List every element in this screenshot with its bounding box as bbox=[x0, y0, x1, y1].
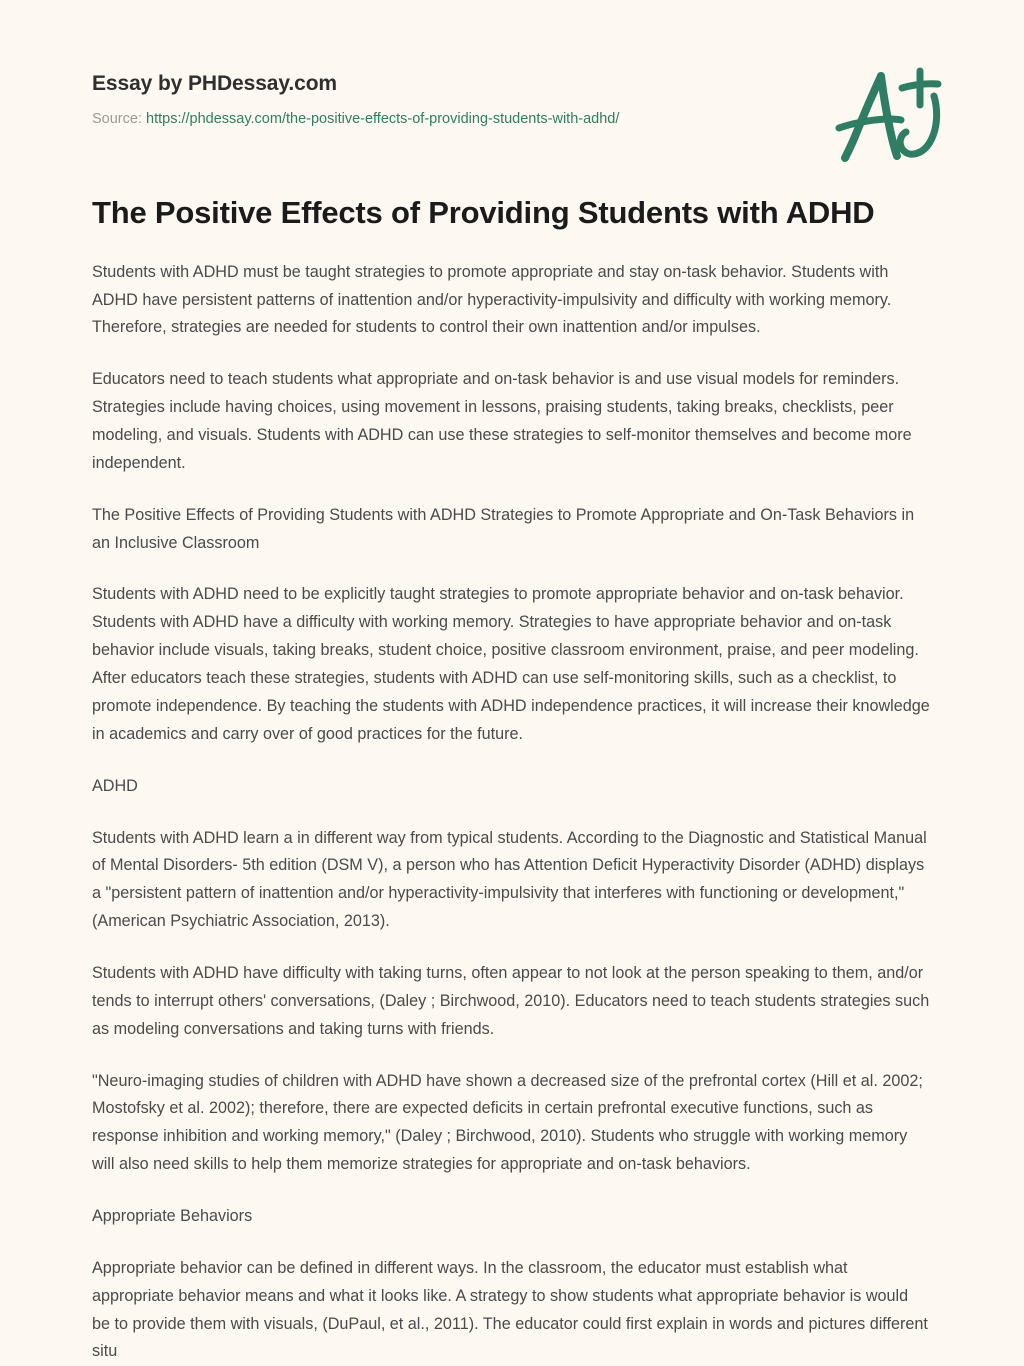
site-header bbox=[0, 0, 1024, 128]
paragraph: Students with ADHD learn a in different way from typical students. According to the Diagnostic and Statistical Manual of Mental Disorders- 5th edition (DSM V), a person who has Attention Deficit Hyperactivity Disorder (ADHD) displays a "persistent pattern of inattention and/or hyperactivity-impulsivity that interferes with functioning or development," (American Psychiatric Association, 2013). bbox=[92, 828, 927, 931]
paragraph: Appropriate behavior can be defined in different ways. In the classroom, the educator must establish what appropriate behavior means and what it looks like. A strategy to show students what appropriate behavior is would be to provide them with visuals, (DuPaul, et al., 2011). The educator could first explain in words and pictures different situ bbox=[92, 1258, 928, 1361]
article-body bbox=[92, 233, 930, 1366]
paragraph: The Positive Effects of Providing Students with ADHD Strategies to Promote Appropriate and On-Task Behaviors in an Inclusive Classroom bbox=[92, 505, 915, 552]
paragraph: "Neuro-imaging studies of children with ADHD have shown a decreased size of the prefrontal cortex (Hill et al. 2002; Mostofsky et al. 2002); therefore, there are expected deficits in certain prefrontal executive functions, such as response inhibition and working memory," (Daley ; Birchwood, 2010). Students who struggle with working memory will also need skills to help them memorize strategies for appropriate and on-task behaviors. bbox=[92, 1071, 923, 1174]
article bbox=[0, 118, 1024, 1366]
paragraph: Students with ADHD need to be explicitly taught strategies to promote appropriate behavior and on-task behavior. Students with ADHD have a difficulty with working memory. Strategies to have appropriate behavior and on-task behavior include visuals, taking breaks, student choice, positive classroom environment, praise, and peer modeling. After educators teach these strategies, students with ADHD can use self-monitoring skills, such as a checklist, to promote independence. By teaching the students with ADHD independence practices, it will increase their knowledge in academics and carry over of good practices for the future. bbox=[92, 585, 930, 743]
paragraph: Students with ADHD must be taught strategies to promote appropriate and stay on-task behavior. Students with ADHD have persistent patterns of inattention and/or hyperactivity-impulsivity and difficulty with working memory. Therefore, strategies are needed for students to control their own inattention and/or impulses. bbox=[92, 262, 892, 337]
phdessay-aplus-logo-icon bbox=[834, 62, 946, 170]
section-heading-adhd: ADHD bbox=[92, 776, 138, 795]
source-url-link[interactable]: https://phdessay.com/the-positive-effects-of-providing-students-with-adhd/ bbox=[146, 111, 620, 128]
section-heading-appropriate-behaviors: Appropriate Behaviors bbox=[92, 1206, 253, 1225]
paragraph: Students with ADHD have difficulty with taking turns, often appear to not look at the person speaking to them, and/or tends to interrupt others' conversations, (Daley ; Birchwood, 2010). Educators need to teach students strategies such as modeling conversations and taking turns with friends. bbox=[92, 963, 930, 1038]
article-title: The Positive Effects of Providing Students with ADHD bbox=[92, 195, 875, 230]
source-label: Source: bbox=[92, 111, 142, 128]
paragraph: Educators need to teach students what appropriate and on-task behavior is and use visual models for reminders. Strategies include having choices, using movement in lessons, praising students, taking breaks, checklists, peer modeling, and visuals. Students with ADHD can use these strategies to self-monitor themselves and become more independent. bbox=[92, 370, 912, 472]
brand-title: Essay by PHDessay.com bbox=[92, 72, 337, 95]
